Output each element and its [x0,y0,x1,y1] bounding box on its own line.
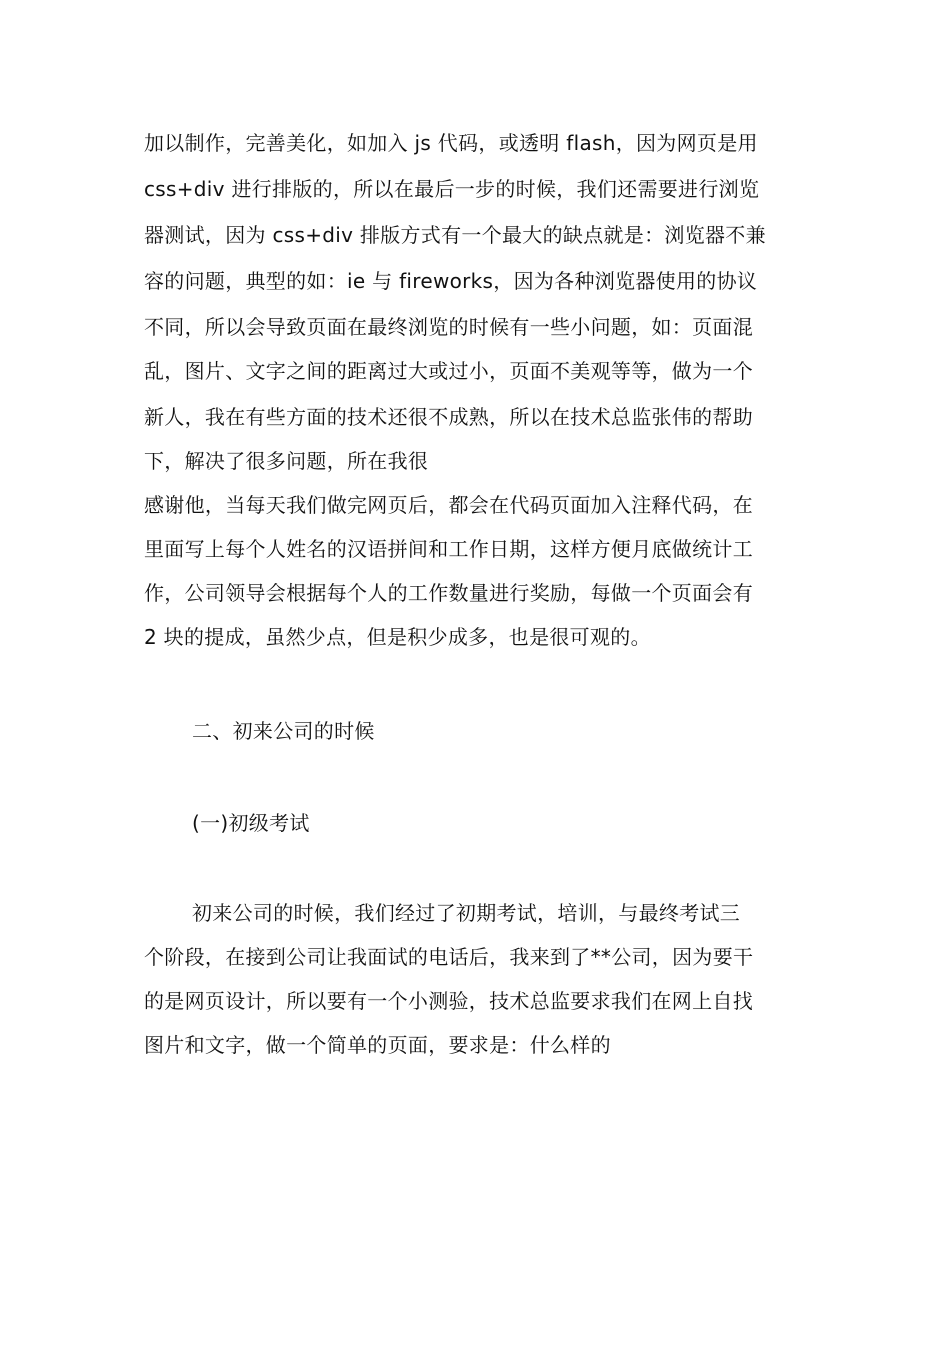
paragraph-line: 容的问题，典型的如：ie 与 fireworks，因为各种浏览器使用的协议 [144,269,758,293]
paragraph-line: 新人，我在有些方面的技术还很不成熟，所以在技术总监张伟的帮助 [144,405,753,429]
paragraph-line: 作，公司领导会根据每个人的工作数量进行奖励，每做一个页面会有 [144,581,753,605]
paragraph-line: 个阶段，在接到公司让我面试的电话后，我来到了**公司，因为要干 [144,945,754,969]
paragraph-line: 里面写上每个人姓名的汉语拼间和工作日期，这样方便月底做统计工 [144,537,753,561]
paragraph-line: 乱，图片、文字之间的距离过大或过小，页面不美观等等，做为一个 [144,359,753,383]
paragraph-line: 2 块的提成，虽然少点，但是积少成多，也是很可观的。 [144,625,651,649]
subsection-heading: (一)初级考试 [192,811,310,835]
paragraph-line: 不同，所以会导致页面在最终浏览的时候有一些小问题，如：页面混 [144,315,753,339]
paragraph-line: 的是网页设计，所以要有一个小测验，技术总监要求我们在网上自找 [144,989,753,1013]
section-heading: 二、初来公司的时候 [192,719,375,743]
paragraph-line: 器测试，因为 css+div 排版方式有一个最大的缺点就是：浏览器不兼 [144,223,766,247]
paragraph-line: 图片和文字，做一个简单的页面，要求是：什么样的 [144,1033,611,1057]
paragraph-line: 下，解决了很多问题，所在我很 [144,449,429,473]
paragraph-line: 感谢他，当每天我们做完网页后，都会在代码页面加入注释代码，在 [144,493,753,517]
paragraph-line: 加以制作，完善美化，如加入 js 代码，或透明 flash，因为网页是用 [144,131,758,155]
paragraph-line: css+div 进行排版的，所以在最后一步的时候，我们还需要进行浏览 [144,177,760,201]
paragraph-line: 初来公司的时候，我们经过了初期考试，培训，与最终考试三 [192,901,741,925]
